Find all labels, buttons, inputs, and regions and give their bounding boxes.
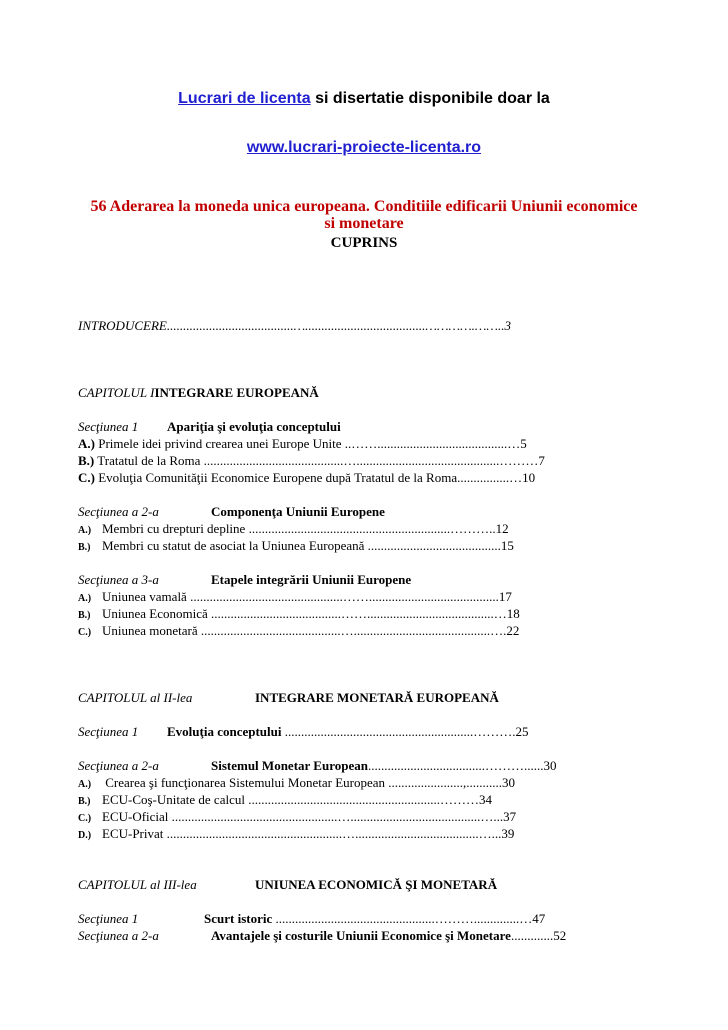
section-heading (78, 724, 529, 740)
entry-letter: A.) (78, 593, 92, 604)
entry-text: ECU-Coş-Unitate de calcul ...........................................................………34 (102, 792, 492, 807)
cuprins-heading: CUPRINS (330, 235, 398, 251)
website-line (0, 139, 728, 157)
section-title: Evoluţia conceptului (167, 724, 282, 739)
entry-letter: B.) (78, 542, 91, 553)
entry-letter: B.) (78, 610, 91, 621)
toc-entry (78, 521, 509, 537)
section-title: Avantajele şi costurile Uniunii Economice şi Monetare (211, 928, 511, 943)
entry-text: Tratatul de la Roma ...........................................…............................................………7 (94, 453, 545, 468)
entry-letter: A.) (78, 779, 92, 790)
section-label: Secţiunea 1 (78, 911, 139, 926)
chapter-2-heading (78, 690, 499, 706)
section-title: Sistemul Monetar European (211, 758, 368, 773)
entry-letter: C.) (78, 627, 92, 638)
title-line-2: si monetare (324, 215, 404, 232)
entry-text: ECU-Privat ......................................................…......................................…...39 (102, 826, 515, 841)
toc-entry (78, 436, 527, 452)
chapter-label: CAPITOLUL al II-lea (78, 690, 193, 705)
toc-entry (78, 453, 545, 469)
entry-letter: C.) (78, 813, 92, 824)
chapter-title: INTEGRARE EUROPEANĂ (154, 385, 319, 400)
header-text: si disertatie disponibile doar la (310, 90, 550, 107)
section-title: Componenţa Uniunii Europene (211, 504, 385, 519)
section-label: Secţiunea a 2-a (78, 758, 159, 773)
entry-letter: A.) (78, 436, 95, 451)
entry-letter: D.) (78, 830, 92, 841)
section-heading (78, 572, 411, 588)
section-heading (78, 928, 566, 944)
licenta-link[interactable]: Lucrari de licenta (178, 90, 311, 107)
section-dots: ....................................………......30 (367, 758, 557, 773)
section-dots: .................................................………..............…47 (272, 911, 546, 926)
toc-entry (78, 470, 535, 486)
toc-entry (78, 775, 515, 791)
section-title: Etapele integrării Uniunii Europene (211, 572, 412, 587)
section-label: Secţiunea a 2-a (78, 504, 159, 519)
toc-entry (78, 538, 514, 554)
toc-entry (78, 606, 520, 622)
toc-entry (78, 809, 516, 825)
entry-text: Crearea şi funcţionarea Sistemului Monetar European .......................,...........30 (102, 775, 516, 790)
chapter-label: CAPITOLUL I (78, 385, 155, 400)
section-heading (78, 758, 556, 774)
section-label: Secţiunea a 2-a (78, 928, 159, 943)
entry-text: Evoluţia Comunităţii Economice Europene după Tratatul de la Roma................…10 (94, 470, 536, 485)
section-heading (78, 419, 341, 435)
entry-letter: C.) (78, 470, 95, 485)
section-heading (78, 504, 385, 520)
section-label: Secţiunea 1 (78, 724, 139, 739)
section-title: Scurt istoric (204, 911, 273, 926)
website-link[interactable]: www.lucrari-proiecte-licenta.ro (246, 139, 482, 156)
section-heading (78, 911, 545, 927)
document-title (0, 198, 728, 232)
toc-entry (78, 623, 519, 639)
entry-text: Uniunea Economică ........................................…….......................................…18 (102, 606, 520, 621)
entry-letter: B.) (78, 453, 95, 468)
entry-text: Membri cu statut de asociat la Uniunea Europeană .........................................15 (102, 538, 514, 553)
toc-entry (78, 792, 492, 808)
toc-entry (78, 826, 514, 842)
header-line (0, 90, 728, 108)
chapter-title: UNIUNEA ECONOMICĂ ŞI MONETARĂ (255, 877, 498, 892)
entry-letter: A.) (78, 525, 92, 536)
entry-text: ECU-Oficial ...................................................…........................................…...37 (102, 809, 517, 824)
chapter-label: CAPITOLUL al III-lea (78, 877, 197, 892)
title-line-1: 56 Aderarea la moneda unica europeana. Conditiile edificarii Uniunii economice (90, 198, 638, 215)
section-label: Secţiunea 1 (78, 419, 139, 434)
chapter-3-heading (78, 877, 497, 893)
entry-text: Uniunea vamală ...............................................……........................................17 (102, 589, 512, 604)
section-dots: .............52 (510, 928, 567, 943)
section-title: Apariţia şi evoluţia conceptului (167, 419, 341, 434)
entry-text: Membri cu drepturi depline ..............................................................………..12 (102, 521, 509, 536)
chapter-1-heading (78, 385, 319, 401)
toc-entry (78, 589, 512, 605)
toc-intro: INTRODUCERE.......................................….....................................………….……..3 (78, 318, 511, 333)
chapter-title: INTEGRARE MONETARĂ EUROPEANĂ (255, 690, 499, 705)
entry-letter: B.) (78, 796, 91, 807)
entry-text: Uniunea monetară ...........................................…..........................................….22 (102, 623, 520, 638)
entry-text: Primele idei privind crearea unei Europe Unite ..……........................................…5 (94, 436, 527, 451)
section-dots: ..........................................................……….25 (281, 724, 529, 739)
section-label: Secţiunea a 3-a (78, 572, 159, 587)
